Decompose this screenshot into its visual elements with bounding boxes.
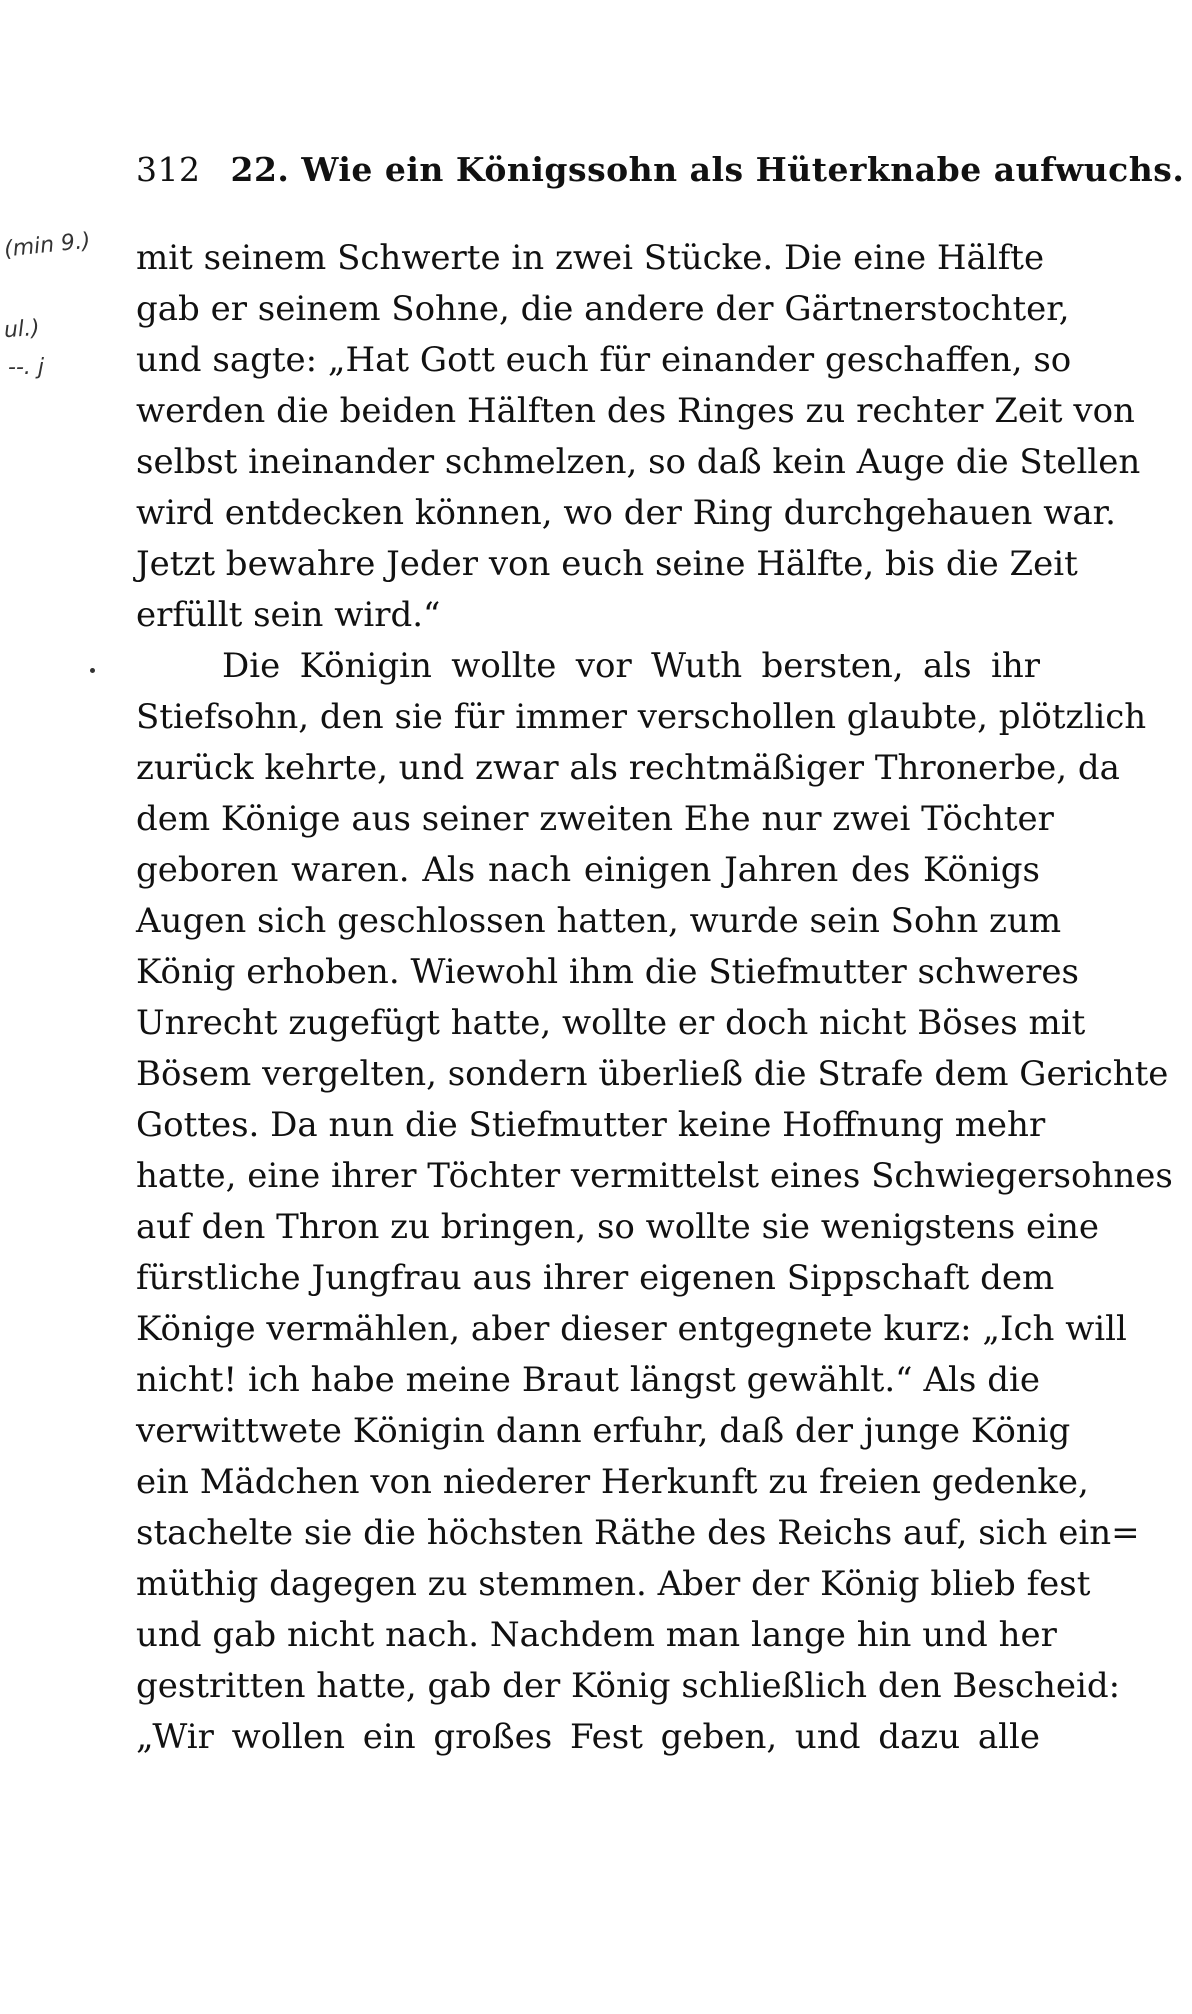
- text-line: fürstliche Jungfrau aus ihrer eigenen Sippschaft dem: [136, 1258, 1055, 1298]
- body-text: [136, 233, 1173, 1763]
- text-line: gab er seinem Sohne, die andere der Gärtnerstochter,: [136, 289, 1070, 329]
- text-line: und sagte: „Hat Gott euch für einander geschaffen, so: [136, 340, 1072, 380]
- text-line: müthig dagegen zu stemmen. Aber der König blieb fest: [136, 1564, 1091, 1604]
- text-line: wird entdecken können, wo der Ring durchgehauen war.: [136, 493, 1116, 533]
- text-line: dem Könige aus seiner zweiten Ehe nur zwei Töchter: [136, 799, 1054, 839]
- page-number: 312: [136, 150, 201, 189]
- handwritten-margin-note: [0, 225, 130, 385]
- text-line: Augen sich geschlossen hatten, wurde sein Sohn zum: [136, 901, 1062, 941]
- text-line: verwittwete Königin dann erfuhr, daß der junge König: [136, 1411, 1071, 1451]
- margin-note-line: ul.): [3, 315, 41, 344]
- margin-note-line: --. j: [8, 355, 44, 380]
- text-line: Bösem vergelten, sondern überließ die Strafe dem Gerichte: [136, 1054, 1169, 1094]
- text-line: Die Königin wollte vor Wuth bersten, als ihr: [222, 646, 1040, 686]
- text-line: zurück kehrte, und zwar als rechtmäßiger Thronerbe, da: [136, 748, 1120, 788]
- text-line: nicht! ich habe meine Braut längst gewählt.“ Als die: [136, 1360, 1040, 1400]
- text-line: Unrecht zugefügt hatte, wollte er doch nicht Böses mit: [136, 1003, 1086, 1043]
- text-line: mit seinem Schwerte in zwei Stücke. Die eine Hälfte: [136, 238, 1045, 278]
- text-line: Könige vermählen, aber dieser entgegnete kurz: „Ich will: [136, 1309, 1127, 1349]
- chapter-title: 22. Wie ein Königssohn als Hüterknabe aufwuchs.: [230, 150, 1185, 189]
- text-line: geboren waren. Als nach einigen Jahren des Königs: [136, 850, 1040, 890]
- text-line: stachelte sie die höchsten Räthe des Reichs auf, sich ein=: [136, 1513, 1140, 1553]
- text-line: werden die beiden Hälften des Ringes zu rechter Zeit von: [136, 391, 1135, 431]
- text-line: gestritten hatte, gab der König schließlich den Bescheid:: [136, 1666, 1121, 1706]
- text-line: König erhoben. Wiewohl ihm die Stiefmutter schweres: [136, 952, 1079, 992]
- text-line: ein Mädchen von niederer Herkunft zu freien gedenke,: [136, 1462, 1089, 1502]
- text-line: auf den Thron zu bringen, so wollte sie wenigstens eine: [136, 1207, 1100, 1247]
- stray-mark: [90, 668, 95, 673]
- text-line: erfüllt sein wird.“: [136, 595, 441, 635]
- running-head: [136, 150, 1185, 189]
- margin-note-line: (min 9.): [2, 228, 92, 263]
- text-line: und gab nicht nach. Nachdem man lange hin und her: [136, 1615, 1057, 1655]
- text-line: Stiefsohn, den sie für immer verschollen glaubte, plötzlich: [136, 697, 1147, 737]
- text-line: selbst ineinander schmelzen, so daß kein Auge die Stellen: [136, 442, 1141, 482]
- text-line: Gottes. Da nun die Stiefmutter keine Hoffnung mehr: [136, 1105, 1046, 1145]
- text-line: „Wir wollen ein großes Fest geben, und dazu alle: [136, 1717, 1040, 1757]
- text-line: hatte, eine ihrer Töchter vermittelst eines Schwiegersohnes: [136, 1156, 1173, 1196]
- text-line: Jetzt bewahre Jeder von euch seine Hälfte, bis die Zeit: [136, 544, 1078, 584]
